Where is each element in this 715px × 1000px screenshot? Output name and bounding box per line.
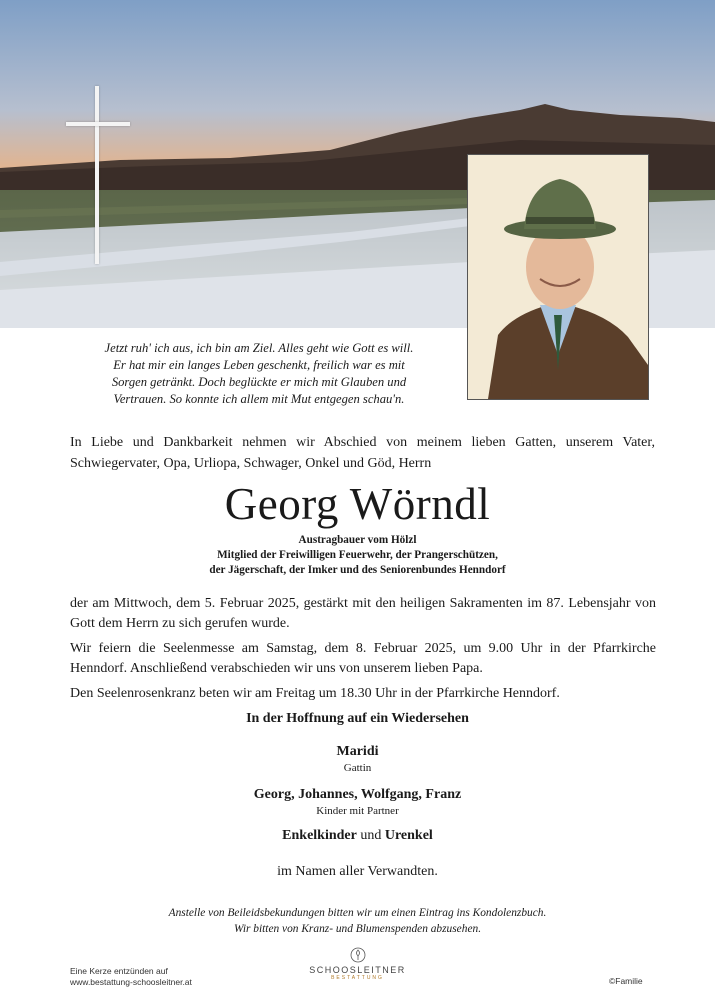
notice-line: Wir bitten von Kranz- und Blumenspenden abzusehen. bbox=[233, 923, 482, 935]
relatives-line: im Namen aller Verwandten. bbox=[277, 864, 438, 879]
deceased-name: Georg Wörndl bbox=[224, 479, 491, 529]
roles bbox=[0, 533, 715, 578]
role-line: der Jägerschaft, der Imker und des Seniorenbundes Henndorf bbox=[209, 564, 506, 576]
role-line: Austragbauer vom Hölzl bbox=[298, 534, 417, 546]
notice-line: Anstelle von Beileidsbekundungen bitten wir um einen Eintrag ins Kondolenzbuch. bbox=[168, 907, 547, 919]
paragraph: der am Mittwoch, dem 5. Februar 2025, gestärkt mit den heiligen Sakramenten im 87. Lebensjahr von Gott dem Herrn zu sich gerufen wurde. bbox=[70, 596, 656, 631]
candle-line: Eine Kerze entzünden auf bbox=[70, 966, 168, 976]
notice bbox=[0, 905, 715, 937]
announcement-body bbox=[70, 594, 656, 709]
spouse-role: Gattin bbox=[343, 762, 372, 774]
portrait-image bbox=[468, 155, 648, 399]
candle-link[interactable]: www.bestattung-schoosleitner.at bbox=[70, 977, 192, 987]
logo-wordmark: SCHOOSLEITNER bbox=[309, 965, 406, 975]
grandchildren: Enkelkinder bbox=[282, 828, 357, 843]
conjunction: und bbox=[360, 828, 382, 843]
candle-note bbox=[70, 966, 192, 988]
photo-credit: ©Familie bbox=[609, 976, 643, 986]
hope-line: In der Hoffnung auf ein Wiedersehen bbox=[246, 711, 469, 726]
paragraph: Wir feiern die Seelenmesse am Samstag, dem 8. Februar 2025, um 9.00 Uhr in der Pfarrkirche Henndorf. Anschließend verabschieden wir uns von unserem lieben Papa. bbox=[70, 641, 656, 676]
logo-subtitle: BESTATTUNG bbox=[331, 975, 384, 981]
portrait-photo bbox=[467, 154, 649, 400]
paragraph: Den Seelenrosenkranz beten wir am Freitag um 18.30 Uhr in der Pfarrkirche Henndorf. bbox=[70, 686, 560, 701]
poem bbox=[60, 340, 458, 408]
spouse-name: Maridi bbox=[336, 744, 379, 759]
rose-logo-icon bbox=[350, 947, 366, 963]
grandchildren-line bbox=[0, 828, 715, 844]
great-grandchildren: Urenkel bbox=[384, 828, 433, 843]
funeral-home-logo bbox=[300, 947, 415, 981]
role-line: Mitglied der Freiwilligen Feuerwehr, der Prangerschützen, bbox=[217, 549, 498, 561]
children-role: Kinder mit Partner bbox=[316, 805, 399, 817]
children-names: Georg, Johannes, Wolfgang, Franz bbox=[253, 787, 462, 802]
intro-text: In Liebe und Dankbarkeit nehmen wir Abschied von meinem lieben Gatten, unserem Vater, Schwiegervater, Opa, Urliopa, Schwager, Onkel und Göd, Herrn bbox=[70, 435, 655, 471]
cross-icon bbox=[66, 86, 130, 264]
poem-line: Er hat mir ein langes Leben geschenkt, freilich war es mit bbox=[113, 358, 405, 372]
poem-line: Sorgen getränkt. Doch beglückte er mich mit Glauben und bbox=[111, 375, 407, 389]
poem-line: Vertrauen. So konnte ich allem mit Mut entgegen schau'n. bbox=[113, 392, 405, 406]
poem-line: Jetzt ruh' ich aus, ich bin am Ziel. Alles geht wie Gott es will. bbox=[104, 341, 414, 355]
